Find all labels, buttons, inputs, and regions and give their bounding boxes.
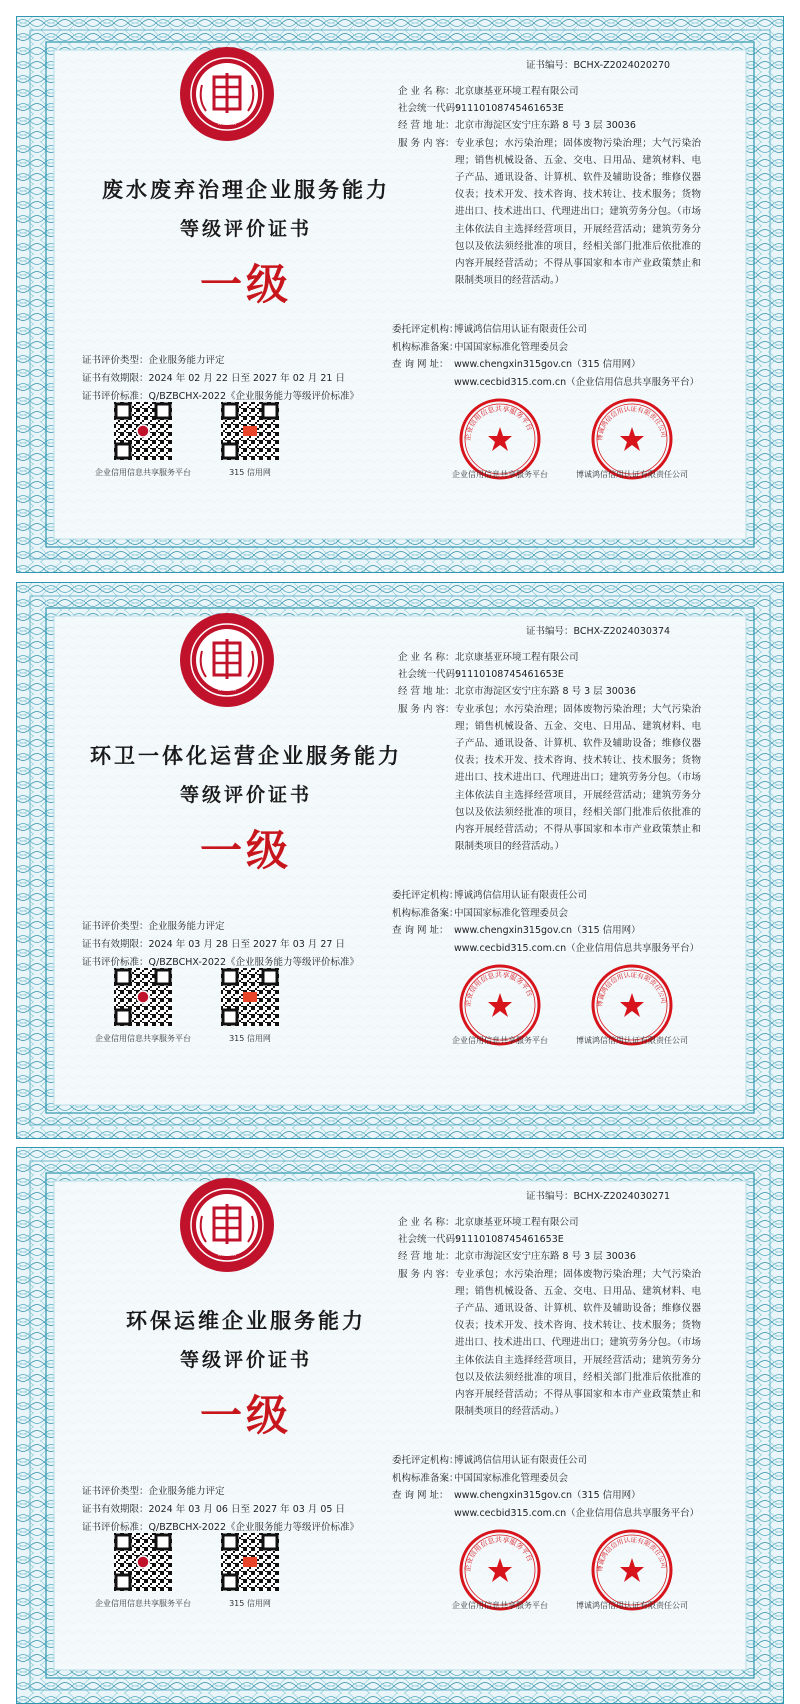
certificate — [16, 1147, 784, 1704]
website-value-1[interactable]: www.chengxin315gov.cn（315 信用网） — [454, 359, 641, 370]
website-value-1[interactable]: www.chengxin315gov.cn（315 信用网） — [454, 1490, 641, 1501]
certificate-basic-info — [82, 1483, 359, 1537]
address-label: 经 营 地 址： — [398, 120, 455, 132]
evaluator-details — [392, 887, 702, 957]
website-value-1[interactable]: www.chengxin315gov.cn（315 信用网） — [454, 925, 641, 936]
qr-code-315 — [221, 1533, 279, 1591]
validity-value: 2024 年 03 月 06 日至 2027 年 03 月 05 日 — [148, 1504, 345, 1515]
website-label: 查 询 网 址： — [392, 1490, 449, 1501]
validity-label: 证书有效期限： — [82, 939, 149, 950]
certificate — [16, 16, 784, 573]
seal-caption-bochenghongxin: 博诚鸿信信用认证有限责任公司 — [576, 1036, 688, 1045]
cert-type-value: 企业服务能力评定 — [148, 921, 225, 932]
company-details — [398, 649, 701, 855]
certificate-subtitle: 等级评价证书 — [179, 218, 312, 240]
cert-type-value: 企业服务能力评定 — [148, 355, 225, 366]
registry-label: 机构标准备案： — [392, 1472, 459, 1484]
certificate-title: 环卫一体化运营企业服务能力 — [90, 744, 402, 768]
website-value-2[interactable]: www.cecbid315.com.cn（企业信用信息共享服务平台） — [454, 376, 700, 388]
qr-code-315 — [221, 402, 279, 460]
registry-label: 机构标准备案： — [392, 341, 459, 353]
validity-value: 2024 年 02 月 22 日至 2027 年 02 月 21 日 — [148, 373, 345, 384]
svg-text:博诚鸿信信用认证有限责任公司: 博诚鸿信信用认证有限责任公司 — [595, 970, 668, 1008]
qr-caption-315: 315 信用网 — [229, 1034, 271, 1043]
website-label: 查 询 网 址： — [392, 925, 449, 936]
website-label: 查 询 网 址： — [392, 359, 449, 370]
emblem-logo — [178, 1176, 276, 1274]
qr-code-credit-platform — [114, 402, 172, 460]
standard-label: 证书评价标准： — [82, 957, 149, 968]
certificate-title: 环保运维企业服务能力 — [126, 1309, 366, 1333]
company-name-label: 企 业 名 称： — [398, 652, 455, 663]
cert-type-label: 证书评价类型： — [82, 921, 149, 932]
evaluator-value: 博诚鸿信信用认证有限责任公司 — [454, 324, 588, 335]
certificate-subtitle: 等级评价证书 — [179, 1349, 312, 1371]
grade-level: 一级 — [199, 1391, 292, 1440]
certificate-number: 证书编号：BCHX-Z2024020270 — [526, 60, 671, 71]
qr-code-315 — [221, 968, 279, 1026]
certificate-number: 证书编号：BCHX-Z2024030374 — [526, 626, 671, 637]
website-value-2[interactable]: www.cecbid315.com.cn（企业信用信息共享服务平台） — [454, 1507, 700, 1519]
svg-text:博诚鸿信信用认证有限责任公司: 博诚鸿信信用认证有限责任公司 — [595, 404, 668, 442]
standard-label: 证书评价标准： — [82, 391, 149, 402]
cert-type-value: 企业服务能力评定 — [148, 1486, 225, 1497]
company-name-label: 企 业 名 称： — [398, 86, 455, 97]
emblem-logo — [178, 45, 276, 143]
seal-caption-credit-platform: 企业信用信息共享服务平台 — [452, 470, 548, 479]
scope-label: 服 务 内 容： — [398, 137, 455, 149]
company-name-value: 北京康基亚环境工程有限公司 — [455, 86, 579, 97]
registry-value: 中国国家标准化管理委员会 — [454, 907, 569, 919]
cert-type-label: 证书评价类型： — [82, 1486, 149, 1497]
qr-caption-credit-platform: 企业信用信息共享服务平台 — [95, 1034, 191, 1043]
certificate-basic-info — [82, 918, 359, 972]
company-details — [398, 83, 701, 289]
evaluator-value: 博诚鸿信信用认证有限责任公司 — [454, 1455, 588, 1466]
credit-code-value: 91110108745461653E — [455, 1234, 564, 1246]
scope-value: 专业承包；水污染治理；固体废物污染治理；大气污染治理；销售机械设备、五金、交电、日用品、建筑材料、电子产品、通讯设备、计算机、软件及辅助设备；维修仪器仪表；技术开发、技术咨询、技术转让、技术服务；货物进出口、技术进出口、代理进出口；建筑劳务分包。（市场主体依法自主选择经营项目，开展经营活动；建筑劳务分包以及依法须经批准的项目，经相关部门批准后依批准的内容开展经营活动；不得从事国家和本市产业政策禁止和限制类项目的经营活动。） — [455, 1268, 701, 1418]
svg-text:★ ★ ★: ★ ★ ★ — [217, 1251, 237, 1258]
svg-text:★ ★ ★: ★ ★ ★ — [217, 120, 237, 127]
scope-label: 服 务 内 容： — [398, 703, 455, 715]
qr-caption-315: 315 信用网 — [229, 1599, 271, 1608]
validity-value: 2024 年 03 月 28 日至 2027 年 03 月 27 日 — [148, 939, 345, 950]
emblem-logo — [178, 611, 276, 709]
evaluator-details — [392, 1452, 702, 1522]
evaluator-label: 委托评定机构： — [392, 890, 459, 901]
seal-caption-credit-platform: 企业信用信息共享服务平台 — [452, 1601, 548, 1610]
credit-code-label: 社会统一代码： — [398, 669, 465, 681]
cert-type-label: 证书评价类型： — [82, 355, 149, 366]
standard-label: 证书评价标准： — [82, 1522, 149, 1533]
credit-code-label: 社会统一代码： — [398, 1234, 465, 1246]
svg-text:企业信用信息共享服务平台: 企业信用信息共享服务平台 — [463, 1535, 534, 1573]
website-value-2[interactable]: www.cecbid315.com.cn（企业信用信息共享服务平台） — [454, 942, 700, 954]
qr-caption-credit-platform: 企业信用信息共享服务平台 — [95, 468, 191, 477]
evaluator-label: 委托评定机构： — [392, 324, 459, 335]
qr-code-credit-platform — [114, 1533, 172, 1591]
svg-text:企业信用信息共享服务平台: 企业信用信息共享服务平台 — [463, 970, 534, 1008]
standard-value: Q/BZBCHX-2022《企业服务能力等级评价标准》 — [148, 391, 359, 402]
grade-level: 一级 — [199, 826, 292, 875]
registry-value: 中国国家标准化管理委员会 — [454, 341, 569, 353]
certificate-subtitle: 等级评价证书 — [179, 784, 312, 806]
certificate-title: 废水废弃治理企业服务能力 — [102, 178, 390, 202]
scope-value: 专业承包；水污染治理；固体废物污染治理；大气污染治理；销售机械设备、五金、交电、日用品、建筑材料、电子产品、通讯设备、计算机、软件及辅助设备；维修仪器仪表；技术开发、技术咨询、技术转让、技术服务；货物进出口、技术进出口、代理进出口；建筑劳务分包。（市场主体依法自主选择经营项目，开展经营活动；建筑劳务分包以及依法须经批准的项目，经相关部门批准后依批准的内容开展经营活动；不得从事国家和本市产业政策禁止和限制类项目的经营活动。） — [455, 137, 701, 287]
registry-value: 中国国家标准化管理委员会 — [454, 1472, 569, 1484]
standard-value: Q/BZBCHX-2022《企业服务能力等级评价标准》 — [148, 1522, 359, 1533]
qr-caption-315: 315 信用网 — [229, 468, 271, 477]
seal-caption-bochenghongxin: 博诚鸿信信用认证有限责任公司 — [576, 470, 688, 479]
address-label: 经 营 地 址： — [398, 1251, 455, 1263]
scope-value: 专业承包；水污染治理；固体废物污染治理；大气污染治理；销售机械设备、五金、交电、日用品、建筑材料、电子产品、通讯设备、计算机、软件及辅助设备；维修仪器仪表；技术开发、技术咨询、技术转让、技术服务；货物进出口、技术进出口、代理进出口；建筑劳务分包。（市场主体依法自主选择经营项目，开展经营活动；建筑劳务分包以及依法须经批准的项目，经相关部门批准后依批准的内容开展经营活动；不得从事国家和本市产业政策禁止和限制类项目的经营活动。） — [455, 703, 701, 853]
scope-label: 服 务 内 容： — [398, 1268, 455, 1280]
qr-caption-credit-platform: 企业信用信息共享服务平台 — [95, 1599, 191, 1608]
certificate-basic-info — [82, 352, 359, 406]
credit-code-label: 社会统一代码： — [398, 103, 465, 115]
qr-code-credit-platform — [114, 968, 172, 1026]
credit-code-value: 91110108745461653E — [455, 103, 564, 115]
registry-label: 机构标准备案： — [392, 907, 459, 919]
seal-caption-bochenghongxin: 博诚鸿信信用认证有限责任公司 — [576, 1601, 688, 1610]
address-value: 北京市海淀区安宁庄东路 8 号 3 层 30036 — [455, 686, 636, 698]
evaluator-label: 委托评定机构： — [392, 1455, 459, 1466]
company-name-value: 北京康基亚环境工程有限公司 — [455, 652, 579, 663]
validity-label: 证书有效期限： — [82, 373, 149, 384]
address-value: 北京市海淀区安宁庄东路 8 号 3 层 30036 — [455, 120, 636, 132]
address-label: 经 营 地 址： — [398, 686, 455, 698]
svg-text:★ ★ ★: ★ ★ ★ — [217, 686, 237, 693]
validity-label: 证书有效期限： — [82, 1504, 149, 1515]
svg-text:博诚鸿信信用认证有限责任公司: 博诚鸿信信用认证有限责任公司 — [595, 1535, 668, 1573]
svg-text:企业信用信息共享服务平台: 企业信用信息共享服务平台 — [463, 404, 534, 442]
company-name-label: 企 业 名 称： — [398, 1217, 455, 1228]
company-name-value: 北京康基亚环境工程有限公司 — [455, 1217, 579, 1228]
evaluator-value: 博诚鸿信信用认证有限责任公司 — [454, 890, 588, 901]
address-value: 北京市海淀区安宁庄东路 8 号 3 层 30036 — [455, 1251, 636, 1263]
standard-value: Q/BZBCHX-2022《企业服务能力等级评价标准》 — [148, 957, 359, 968]
company-details — [398, 1214, 701, 1420]
certificate-number: 证书编号：BCHX-Z2024030271 — [526, 1191, 671, 1202]
certificate — [16, 582, 784, 1139]
credit-code-value: 91110108745461653E — [455, 669, 564, 681]
evaluator-details — [392, 321, 702, 391]
seal-caption-credit-platform: 企业信用信息共享服务平台 — [452, 1036, 548, 1045]
grade-level: 一级 — [199, 260, 292, 309]
